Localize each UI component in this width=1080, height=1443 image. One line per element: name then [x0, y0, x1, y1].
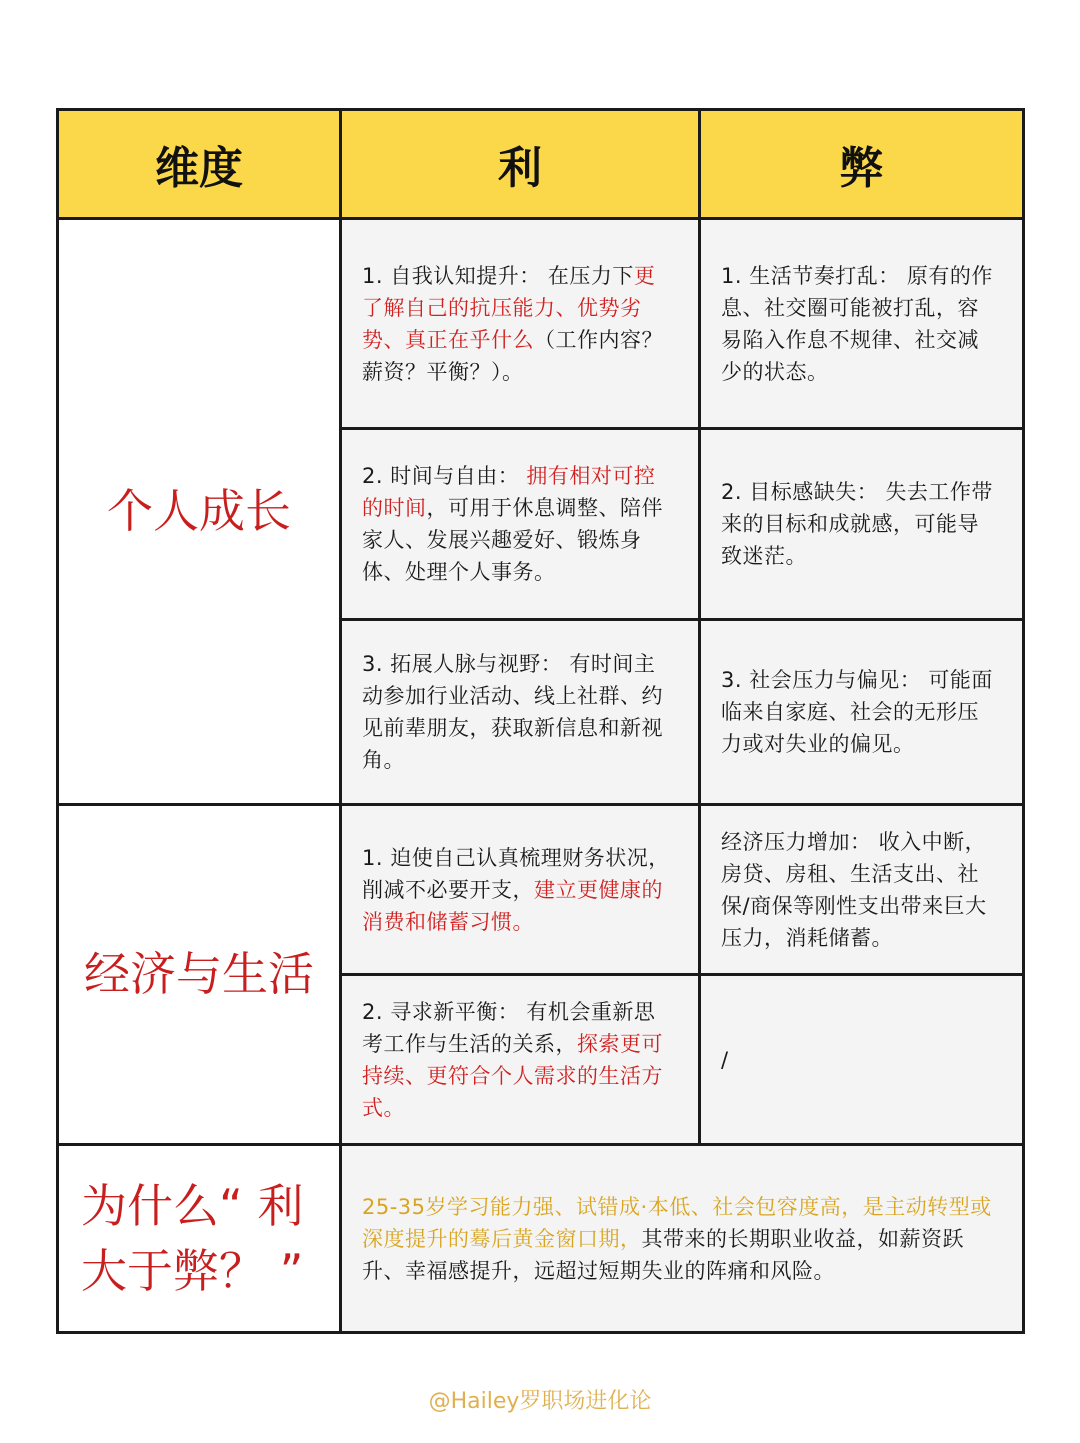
pro-text: 1. 自我认知提升： 在压力下: [362, 263, 634, 288]
header-pros: 利: [341, 110, 700, 219]
header-dimension: 维度: [58, 110, 341, 219]
pro-cell: [341, 219, 700, 429]
table-row: [58, 805, 1024, 975]
pro-cell: [341, 429, 700, 620]
pro-highlight: 探索更可持续、更符合个人需求的生活方式。: [362, 1031, 663, 1120]
table-row: [58, 1145, 1024, 1333]
con-cell: /: [700, 975, 1024, 1145]
header-cons: 弊: [700, 110, 1024, 219]
why-title-line2: 大于弊？ ”: [81, 1243, 304, 1298]
author-watermark: @Hailey罗职场进化论: [428, 1389, 652, 1414]
why-highlight: 25-35岁学习能力强、试错成·本低、社会包容度高，是主动转型或深度提升的蓦后黄金窗口期，: [362, 1194, 992, 1251]
header-row: [58, 110, 1024, 219]
dimension-economy-life: 经济与生活: [58, 805, 341, 1145]
con-cell: 1. 生活节奏打乱： 原有的作息、社交圈可能被打乱，容易陷入作息不规律、社交减少的状态。: [700, 219, 1024, 429]
comparison-table: [56, 108, 1025, 1334]
why-title-line1: 为什么“ 利: [81, 1179, 304, 1234]
pro-highlight: 更了解自己的抗压能力、优势劣势、真正在乎什么: [362, 263, 656, 352]
why-explanation: [341, 1145, 1024, 1333]
pro-cell: 3. 拓展人脉与视野： 有时间主动参加行业活动、线上社群、约见前辈朋友，获取新信息和新视角。: [341, 620, 700, 805]
pro-text: 1. 迫使自己认真梳理财务状况，削减不必要开支，: [362, 845, 670, 902]
pro-cell: [341, 805, 700, 975]
pro-highlight: 拥有相对可控的时间: [362, 464, 656, 520]
pro-text: 2. 寻求新平衡： 有机会重新思考工作与生活的关系，: [362, 999, 656, 1056]
table-row: [58, 219, 1024, 429]
why-text: 其带来的长期职业收益，如薪资跃升、幸福感提升，远超过短期失业的阵痛和风险。: [362, 1226, 964, 1283]
con-cell: 经济压力增加： 收入中断，房贷、房租、生活支出、社保/商保等刚性支出带来巨大压力，消耗储蓄。: [700, 805, 1024, 975]
dimension-why: [58, 1145, 341, 1333]
pro-highlight: 建立更健康的消费和储蓄习惯。: [362, 877, 663, 934]
con-cell: 3. 社会压力与偏见： 可能面临来自家庭、社会的无形压力或对失业的偏见。: [700, 620, 1024, 805]
dimension-personal-growth: 个人成长: [58, 219, 341, 805]
con-cell: 2. 目标感缺失： 失去工作带来的目标和成就感，可能导致迷茫。: [700, 429, 1024, 620]
pro-cell: [341, 975, 700, 1145]
pro-text: 2. 时间与自由：: [362, 464, 527, 488]
pro-text: ，可用于休息调整、陪伴家人、发展兴趣爱好、锻炼身体、处理个人事务。: [362, 496, 663, 584]
pro-text: （工作内容？薪资？平衡？）。: [362, 327, 663, 384]
